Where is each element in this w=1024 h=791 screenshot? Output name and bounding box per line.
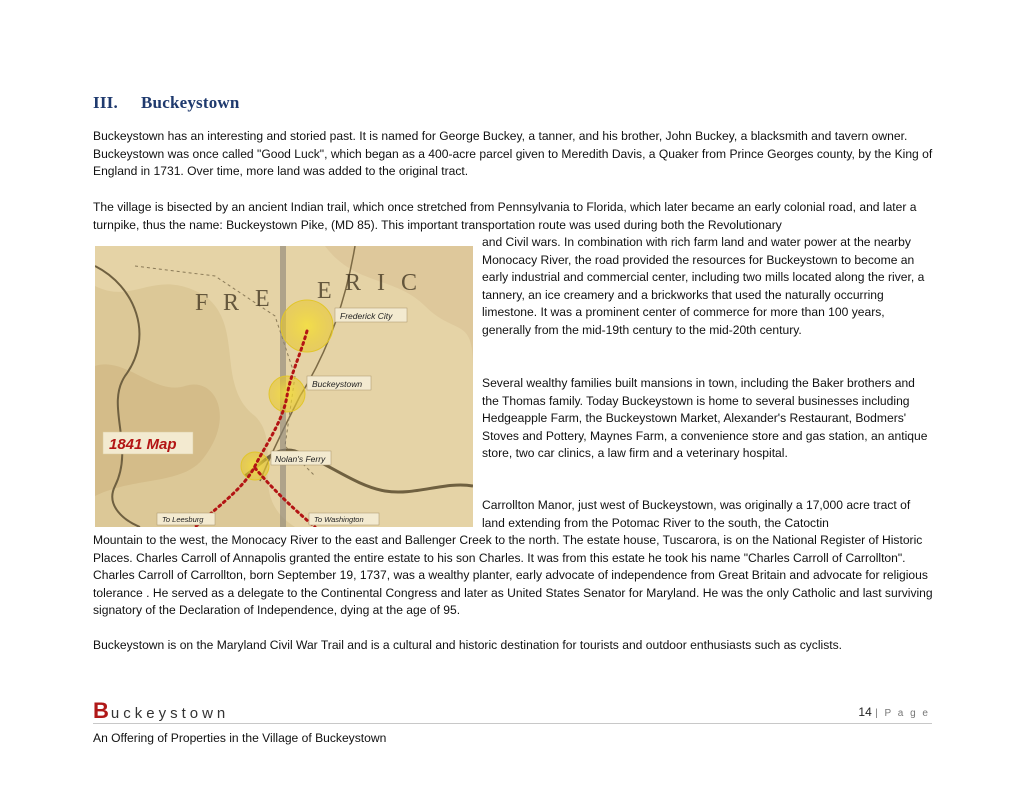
paragraph-civil-war-trail: Buckeystown is on the Maryland Civil War Trail and is a cultural and historic destination for tourists and outdoor enthusiasts such as cyclists.	[93, 638, 843, 652]
section-number: III.	[93, 93, 118, 112]
footer-brand	[93, 698, 229, 724]
map-county-letter: E	[317, 278, 332, 304]
nolans-ferry-label: Nolan's Ferry	[275, 454, 326, 464]
footer-divider	[93, 723, 932, 724]
map-county-letter: E	[255, 286, 270, 312]
paragraph-trail-continued: and Civil wars. In combination with rich farm land and water power at the nearby Monocacy River, the road provided the resources for Buckeystown to become an early industrial and commercial center, including two mills located along the river, a tannery, an ice creamery and a brickworks that used the naturally occurring limestone. It was a prominent center of commerce for more than 100 years, generally from the mid-19th century to the mid-20th century.	[482, 235, 925, 337]
section-heading	[93, 93, 240, 113]
page-label: | P a g e	[875, 708, 930, 719]
page-number-value: 14	[858, 705, 872, 719]
footer-brand-rest: uckeystown	[110, 705, 230, 722]
frederick-city-label: Frederick City	[340, 311, 393, 321]
paragraph-families: Several wealthy families built mansions in town, including the Baker brothers and the Thomas family. Today Buckeystown is home to several businesses including Hedgeapple Farm, the Buckeystown Market, Alexander's Restaurant, Bodmers' Stoves and Pottery, Maynes Farm, a convenience store and gas station, an antique store, two car clinics, a law firm and a veterinary hospital.	[482, 376, 928, 461]
map-title: 1841 Map	[109, 436, 177, 453]
map-county-letter: F	[195, 290, 209, 316]
buckeystown-map-label: Buckeystown	[312, 379, 363, 389]
page-number	[858, 705, 930, 719]
to-washington-label: To Washington	[314, 515, 364, 524]
paragraph-history: Buckeystown has an interesting and storied past. It is named for George Buckey, a tanner, and his brother, John Buckey, a blacksmith and tavern owner. Buckeystown was once called "Good Luck", which began as a 400-acre parcel given to Meredith Davis, a Quaker from Prince Georges county, by the King of England in 1731. Over time, more land was added to the original tract.	[93, 129, 933, 179]
map-county-letter: I	[377, 270, 385, 296]
map-county-letter: C	[401, 270, 418, 296]
paragraph-trail-intro: The village is bisected by an ancient Indian trail, which once stretched from Pennsylvania to Florida, which later became an early colonial road, and later a turnpike, thus the name: Buckeystown Pike, (MD 85). This important transportation route was used during both the Revolutionary	[93, 200, 917, 232]
map-county-letter: R	[223, 290, 240, 316]
historic-map-1841	[95, 246, 473, 527]
footer-subtitle: An Offering of Properties in the Village of Buckeystown	[93, 731, 387, 745]
footer-brand-initial: B	[93, 698, 111, 723]
section-title: Buckeystown	[141, 93, 240, 112]
map-county-letter: R	[345, 270, 362, 296]
frederick-city-highlight	[281, 300, 333, 352]
paragraph-carrollton: Mountain to the west, the Monocacy River to the east and Ballenger Creek to the north. The estate house, Tuscarora, is on the National Register of Historic Places. Charles Carroll of Annapolis granted the entire estate to his son Charles. It was from this estate he took his name "Charles Carroll of Carrollton". Charles Carroll of Carrollton, born September 19, 1737, was a wealthy planter, early advocate of independence from Great Britain and advocate for religious tolerance . He served as a delegate to the Continental Congress and later as United States Senator for Maryland. He was the only Catholic and last surviving signatory of the Declaration of Independence, dying at the age of 95.	[93, 533, 933, 618]
paragraph-carrollton-intro: Carrollton Manor, just west of Buckeystown, was originally a 17,000 acre tract of land extending from the Potomac River to the south, the Catoctin	[482, 498, 911, 530]
to-leesburg-label: To Leesburg	[162, 515, 204, 524]
